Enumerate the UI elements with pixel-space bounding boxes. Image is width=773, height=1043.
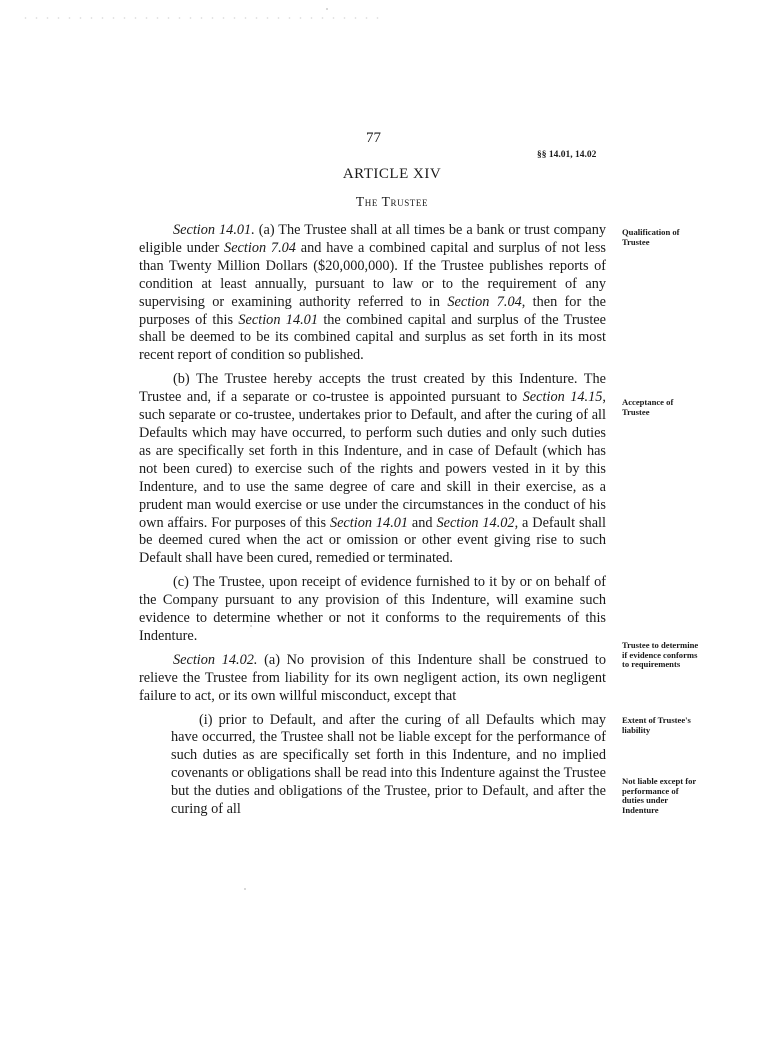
text-run: (a) The Trustee shall at all times be a bank or trust company eligible under	[139, 222, 606, 256]
scan-artifacts	[20, 14, 380, 22]
text-run: , a Default shall be deemed cured when the act or omission or other event giving rise to such Default shall have been cured, remedied or terminated.	[139, 514, 606, 567]
paragraph-s1402a	[139, 652, 606, 706]
text-run: and	[408, 514, 437, 531]
text-run: (a) No provision of this Indenture shall be construed to relieve the Trustee from liability for its own negligent action, its own negligent failure to act, or its own willful misconduct, except that	[139, 651, 606, 704]
scan-speck	[244, 888, 246, 890]
page-number: 77	[366, 130, 381, 146]
margin-note: Acceptance of Trustee	[622, 397, 674, 417]
section-reference: Section 7.04	[224, 239, 296, 256]
body-text	[139, 222, 606, 825]
article-subtitle: The Trustee	[355, 194, 429, 209]
text-run: and have a combined capital and surplus of not less than Twenty Million Dollars ($20,000,000). If the Trustee publishes reports of condition at least annually, pursuant to law or to the requirement of any supervising or examining authority referred to in	[139, 239, 606, 310]
text-run: , then for the purposes of this	[139, 293, 606, 328]
text-run: , such separate or co-trustee, undertakes prior to Default, and after the curing of all Defaults which may have occurred, to perform such duties and only such duties as are specifically set forth in this Indenture, and in case of Default (which has not been cured) to exercise such of the rights and powers vested in it by this Indenture, and to use the same degree of care and skill in their exercise, as a prudent man would exercise or use under the circumstances in the conduct of his own affairs. For purposes of this	[139, 389, 606, 531]
paragraph-s1402a_i	[171, 712, 606, 819]
text-run: (b) The Trustee hereby accepts the trust created by this Indenture. The Trustee and, if a separate or co-trustee is appointed pursuant to	[139, 371, 606, 406]
paragraph-s1401b	[139, 371, 606, 568]
margin-note: Not liable except for performance of duties under Indenture	[622, 776, 697, 815]
section-reference: Section 14.02	[436, 514, 515, 531]
section-heading: Section 14.01.	[173, 222, 255, 238]
margin-note: Trustee to determine if evidence conforms to requirements	[622, 640, 699, 669]
text-run: (c) The Trustee, upon receipt of evidence furnished to it by or on behalf of the Company pursuant to any provision of this Indenture, will examine such evidence to determine whether or not it conforms to the requirements of this Indenture.	[139, 574, 606, 644]
text-run: the combined capital and surplus of the Trustee shall be deemed to be its combined capital and surplus as set forth in its most recent report of condition so published.	[139, 311, 606, 364]
section-reference: Section 7.04	[447, 293, 522, 310]
section-reference: Section 14.01	[329, 514, 409, 531]
running-head: §§ 14.01, 14.02	[537, 150, 597, 160]
article-title: ARTICLE XIV	[342, 166, 442, 182]
text-run: (i) prior to Default, and after the curing of all Defaults which may have occurred, the Trustee shall not be liable except for the performance of such duties as are specifically set forth in this Indenture, and no implied covenants or obligations shall be read into this Indenture against the Trustee but the duties and obligations of the Trustee, prior to Default, and after the curing of all	[171, 711, 606, 818]
paragraph-s1401a	[139, 222, 606, 365]
section-reference: Section 14.15	[522, 389, 603, 406]
section-heading: Section 14.02.	[173, 651, 258, 668]
margin-note: Qualification of Trustee	[622, 227, 680, 247]
scan-speck	[326, 8, 328, 10]
margin-note: Extent of Trustee's liability	[622, 715, 691, 735]
paragraph-s1401c	[139, 574, 606, 646]
section-reference: Section 14.01	[238, 311, 318, 328]
